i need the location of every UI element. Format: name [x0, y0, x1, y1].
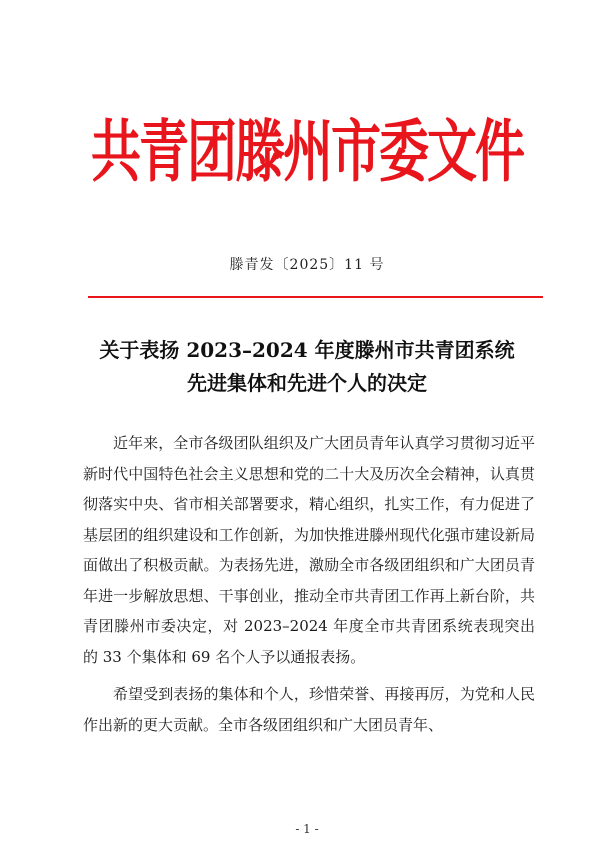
- page-number: - 1 -: [295, 822, 319, 836]
- red-divider-line: [88, 296, 543, 298]
- document-title-line-2: 先进集体和先进个人的决定: [187, 371, 427, 395]
- document-number: 滕青发〔2025〕11 号: [229, 257, 385, 273]
- document-title: [60, 334, 554, 400]
- red-header-title: 共青团滕州市委文件: [91, 111, 523, 192]
- body-paragraph-1: 近年来，全市各级团队组织及广大团员青年认真学习贯彻习近平新时代中国特色社会主义思想和党的二十大及历次全会精神，认真贯彻落实中央、省市相关部署要求，精心组织，扎实工作，有力促进了基层团的组织建设和工作创新，为加快推进滕州现代化强市建设新局面做出了积极贡献。为表扬先进，激励全市各级团组织和广大团员青年进一步解放思想、干事创业，推动全市共青团工作再上新台阶，共青团滕州市委决定，对 2023–2024 年度全市共青团系统表现突出的 33 个集体和 69 名个人予以通报表扬。: [83, 434, 535, 666]
- body-paragraph-2: 希望受到表扬的集体和个人，珍惜荣誉、再接再厉，为党和人民作出新的更大贡献。全市各级团组织和广大团员青年、: [83, 685, 535, 734]
- document-body: [83, 428, 535, 747]
- document-title-line-1: 关于表扬 2023–2024 年度滕州市共青团系统: [99, 338, 515, 362]
